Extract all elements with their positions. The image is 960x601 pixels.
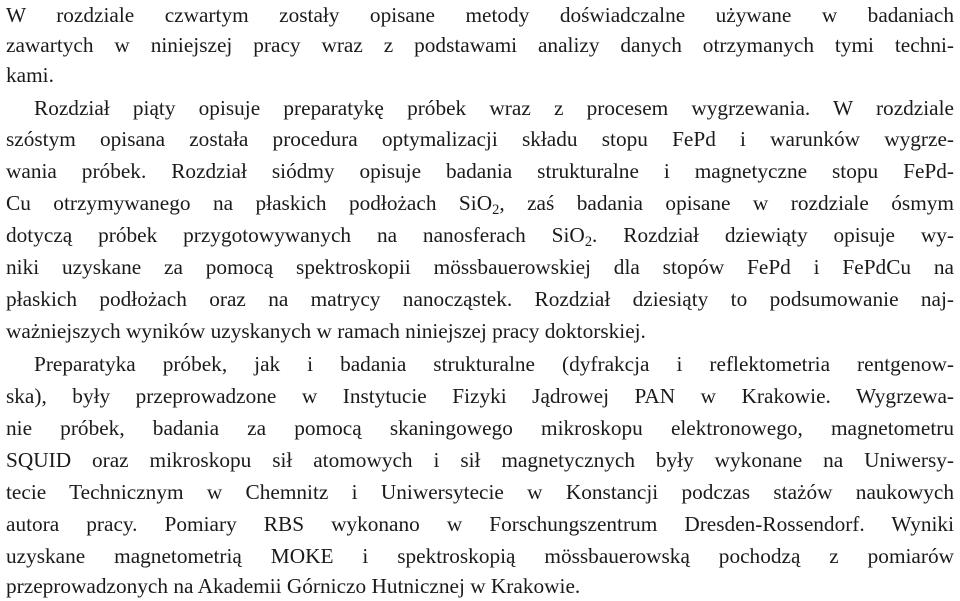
text-line: Rozdział piąty opisuje preparatykę próbek wraz z procesem wygrzewania. W rozdziale bbox=[34, 96, 954, 120]
text-line: niki uzyskane za pomocą spektroskopii mössbauerowskiej dla stopów FePd i FePdCu na bbox=[6, 255, 954, 279]
text-line: tecie Technicznym w Chemnitz i Uniwersytecie w Konstancji podczas stażów naukowych bbox=[6, 480, 954, 504]
text-line: ska), były przeprowadzone w Instytucie Fizyki Jądrowej PAN w Krakowie. Wygrzewa- bbox=[6, 384, 954, 408]
text-line: ważniejszych wyników uzyskanych w ramach niniejszej pracy doktorskiej. bbox=[6, 319, 646, 343]
text-line: wania próbek. Rozdział siódmy opisuje badania strukturalne i magnetyczne stopu FePd- bbox=[6, 159, 954, 183]
text-line: uzyskane magnetometrią MOKE i spektroskopią mössbauerowską pochodzą z pomiarów bbox=[6, 544, 954, 568]
text-line: płaskich podłożach oraz na matrycy nanocząstek. Rozdział dziesiąty to podsumowanie naj- bbox=[6, 287, 954, 311]
text-segment: , zaś badania opisane w rozdziale ósmym bbox=[499, 191, 954, 215]
text-line: zawartych w niniejszej pracy wraz z podstawami analizy danych otrzymanych tymi techni- bbox=[6, 33, 954, 57]
text-segment: Cu otrzymywanego na płaskich podłożach SiO bbox=[6, 191, 493, 215]
text-line: nie próbek, badania za pomocą skaningowego mikroskopu elektronowego, magnetometru bbox=[6, 416, 954, 440]
text-line: przeprowadzonych na Akademii Górniczo Hutnicznej w Krakowie. bbox=[6, 574, 581, 598]
subscript: 2 bbox=[492, 202, 500, 219]
text-line: autora pracy. Pomiary RBS wykonano w Forschungszentrum Dresden-Rossendorf. Wyniki bbox=[6, 512, 954, 536]
text-segment: dotyczą próbek przygotowywanych na nanosferach SiO bbox=[6, 223, 585, 247]
text-line: kami. bbox=[6, 63, 54, 87]
subscript: 2 bbox=[584, 234, 593, 251]
text-line bbox=[6, 188, 954, 218]
text-line: szóstym opisana została procedura optymalizacji składu stopu FePd i warunków wygrze- bbox=[6, 127, 954, 151]
text-line: SQUID oraz mikroskopu sił atomowych i sił magnetycznych były wykonane na Uniwersy- bbox=[6, 448, 954, 472]
text-segment: . Rozdział dziewiąty opisuje wy- bbox=[592, 223, 954, 247]
text-line: Preparatyka próbek, jak i badania strukturalne (dyfrakcja i reflektometria rentgenow- bbox=[34, 352, 954, 376]
text-line: W rozdziale czwartym zostały opisane metody doświadczalne używane w badaniach bbox=[6, 3, 954, 27]
text-line bbox=[6, 220, 954, 250]
